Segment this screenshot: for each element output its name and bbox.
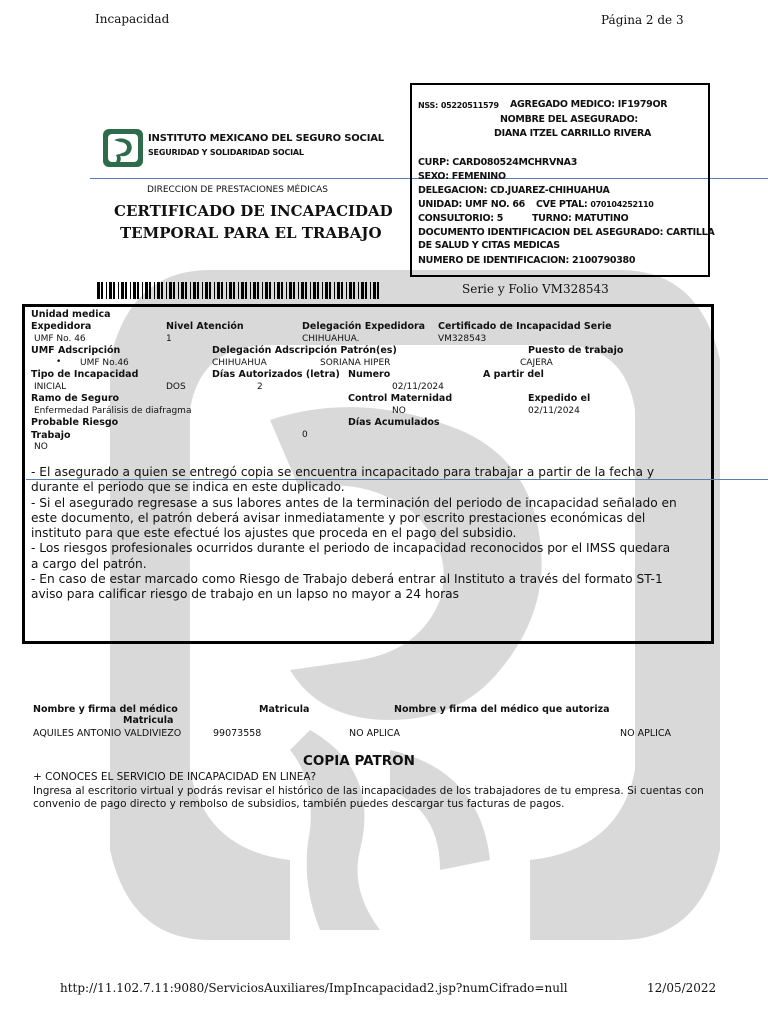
imss-logo-icon bbox=[102, 128, 144, 168]
unidad-medica-label: Unidad medica bbox=[31, 309, 111, 320]
certificado-serie-value: VM328543 bbox=[438, 334, 487, 344]
documento-identificacion: DOCUMENTO IDENTIFICACION DEL ASEGURADO: CARTILLA bbox=[418, 227, 715, 238]
ramo-seguro-value: Enfermedad Parálisis de diafragma bbox=[34, 406, 192, 416]
delegacion-expedidora-label: Delegación Expedidora bbox=[302, 321, 426, 332]
document-title-line2: TEMPORAL PARA EL TRABAJO bbox=[120, 224, 382, 242]
medico-label: Nombre y firma del médico bbox=[33, 704, 178, 715]
delegacion-adscripcion-label: Delegación Adscripción Patrón(es) bbox=[212, 345, 397, 356]
insured-info-box bbox=[410, 83, 715, 277]
nss-label: NSS: bbox=[418, 101, 438, 110]
medico-autoriza-label: Nombre y firma del médico que autoriza bbox=[394, 704, 610, 715]
dias-numero-value: 2 bbox=[257, 382, 263, 392]
tipo-incapacidad-label: Tipo de Incapacidad bbox=[31, 369, 139, 380]
document-title-line1: CERTIFICADO DE INCAPACIDAD bbox=[114, 202, 393, 220]
puesto-trabajo-label: Puesto de trabajo bbox=[528, 345, 624, 356]
matricula-label: Matricula bbox=[259, 704, 310, 715]
turno: TURNO: MATUTINO bbox=[532, 213, 629, 224]
documento-identificacion-cont: DE SALUD Y CITAS MEDICAS bbox=[418, 240, 560, 251]
nombre-label: NOMBRE DEL ASEGURADO: bbox=[500, 114, 638, 125]
delegacion-adscripcion-value: CHIHUAHUA bbox=[212, 358, 267, 368]
umf-adscripcion-value: UMF No.46 bbox=[80, 358, 129, 368]
note-1: - El asegurado a quien se entregó copia se encuentra incapacitado para trabajar a partir de la fecha y durante el periodo que se indica en este duplicado. bbox=[31, 465, 655, 495]
nivel-atencion-value: 1 bbox=[166, 334, 172, 344]
note-2: - Si el asegurado regresase a sus labores antes de la terminación del periodo de incapacidad señalado en este documento, el patrón deberá avisar inmediatamente y por escrito prestaciones económicas del instituto para que este efectué los ajustes que proceda en el pago del subsidio. bbox=[31, 495, 677, 541]
consultorio: CONSULTORIO: 5 bbox=[418, 213, 504, 224]
control-maternidad-value: NO bbox=[392, 406, 406, 416]
umf-adscripcion-bullet: • bbox=[56, 357, 62, 367]
delegacion: DELEGACION: CD.JUAREZ-CHIHUAHUA bbox=[418, 185, 610, 196]
dias-letra-value: DOS bbox=[166, 382, 186, 392]
info-text: Ingresa al escritorio virtual y podrás revisar el histórico de las incapacidades de los trabajadores de tu empresa. Si cuentas con convenio de pago directo y rembolso de subsidios, también puedes descargar tus facturas de pagos. bbox=[33, 784, 704, 810]
copia-patron-heading: COPIA PATRON bbox=[303, 753, 415, 769]
control-maternidad-label: Control Maternidad bbox=[348, 393, 453, 404]
curp: CURP: CARD080524MCHRVNA3 bbox=[418, 157, 578, 168]
unidad: UNIDAD: UMF NO. 66 bbox=[418, 199, 525, 210]
probable-riesgo-label: Probable Riesgo bbox=[31, 417, 119, 428]
cve-ptal-label: CVE PTAL: bbox=[536, 199, 588, 210]
ramo-seguro-label: Ramo de Seguro bbox=[31, 393, 120, 404]
footer-date: 12/05/2022 bbox=[647, 981, 717, 995]
info-heading: + CONOCES EL SERVICIO DE INCAPACIDAD EN LINEA? bbox=[33, 771, 317, 783]
autoriza-matricula-value: NO APLICA bbox=[620, 728, 672, 739]
delegacion-expedidora-value: CHIHUAHUA. bbox=[302, 334, 360, 344]
patron-value: SORIANA HIPER bbox=[320, 358, 391, 368]
a-partir-label: A partir del bbox=[483, 369, 544, 380]
tipo-incapacidad-value: INICIAL bbox=[34, 382, 67, 392]
note-3: - Los riesgos profesionales ocurridos durante el periodo de incapacidad reconocidos por el IMSS quedara a cargo del patrón. bbox=[31, 541, 671, 571]
expedido-label: Expedido el bbox=[528, 393, 591, 404]
barcode-icon bbox=[97, 282, 383, 299]
dias-autorizados-label: Días Autorizados (letra) bbox=[212, 369, 340, 380]
institution-name: INSTITUTO MEXICANO DEL SEGURO SOCIAL bbox=[148, 133, 384, 144]
cve-ptal-value: 070104252110 bbox=[590, 200, 654, 209]
numero-label: Numero bbox=[348, 369, 391, 380]
serie-folio: Serie y Folio VM328543 bbox=[462, 282, 609, 296]
info-section bbox=[33, 771, 723, 812]
autoriza-value: NO APLICA bbox=[349, 728, 401, 739]
footer-url: http://11.102.7.11:9080/ServiciosAuxiliares/ImpIncapacidad2.jsp?numCifrado=null bbox=[60, 981, 568, 995]
matricula-label-2: Matricula bbox=[123, 715, 174, 726]
expedido-value: 02/11/2024 bbox=[528, 406, 580, 416]
dias-acumulados-label: Días Acumulados bbox=[348, 417, 440, 428]
nombre-asegurado: DIANA ITZEL CARRILLO RIVERA bbox=[494, 128, 652, 139]
nivel-atencion-label: Nivel Atención bbox=[166, 321, 244, 332]
unidad-medica-value: UMF No. 46 bbox=[34, 334, 86, 344]
notes-section bbox=[31, 465, 681, 603]
trabajo-label: Trabajo bbox=[31, 430, 71, 441]
expedidora-label: Expedidora bbox=[31, 321, 92, 332]
dias-acumulados-value: 0 bbox=[302, 430, 308, 440]
matricula-value: 99073558 bbox=[213, 728, 262, 739]
umf-adscripcion-label: UMF Adscripción bbox=[31, 345, 121, 356]
page-number: Página 2 de 3 bbox=[601, 13, 684, 27]
probable-riesgo-value: NO bbox=[34, 442, 48, 452]
direction-label: DIRECCION DE PRESTACIONES MÉDICAS bbox=[147, 185, 328, 195]
institution-subtitle: SEGURIDAD Y SOLIDARIDAD SOCIAL bbox=[148, 148, 304, 157]
note-4: - En caso de estar marcado como Riesgo de Trabajo deberá entrar al Instituto a través del formato ST-1 aviso para calificar riesgo de trabajo en un lapso no mayor a 24 horas bbox=[31, 572, 663, 602]
a-partir-value: 02/11/2024 bbox=[392, 382, 444, 392]
puesto-trabajo-value: CAJERA bbox=[520, 358, 553, 368]
header-title: Incapacidad bbox=[95, 12, 170, 26]
agregado-medico: AGREGADO MEDICO: IF1979OR bbox=[510, 99, 668, 110]
medico-nombre: AQUILES ANTONIO VALDIVIEZO bbox=[33, 728, 182, 739]
sexo: SEXO: FEMENINO bbox=[418, 171, 506, 182]
numero-identificacion: NUMERO DE IDENTIFICACION: 2100790380 bbox=[418, 255, 636, 266]
certificado-serie-label: Certificado de Incapacidad Serie bbox=[438, 321, 612, 332]
nss-value: 05220511579 bbox=[440, 101, 499, 110]
